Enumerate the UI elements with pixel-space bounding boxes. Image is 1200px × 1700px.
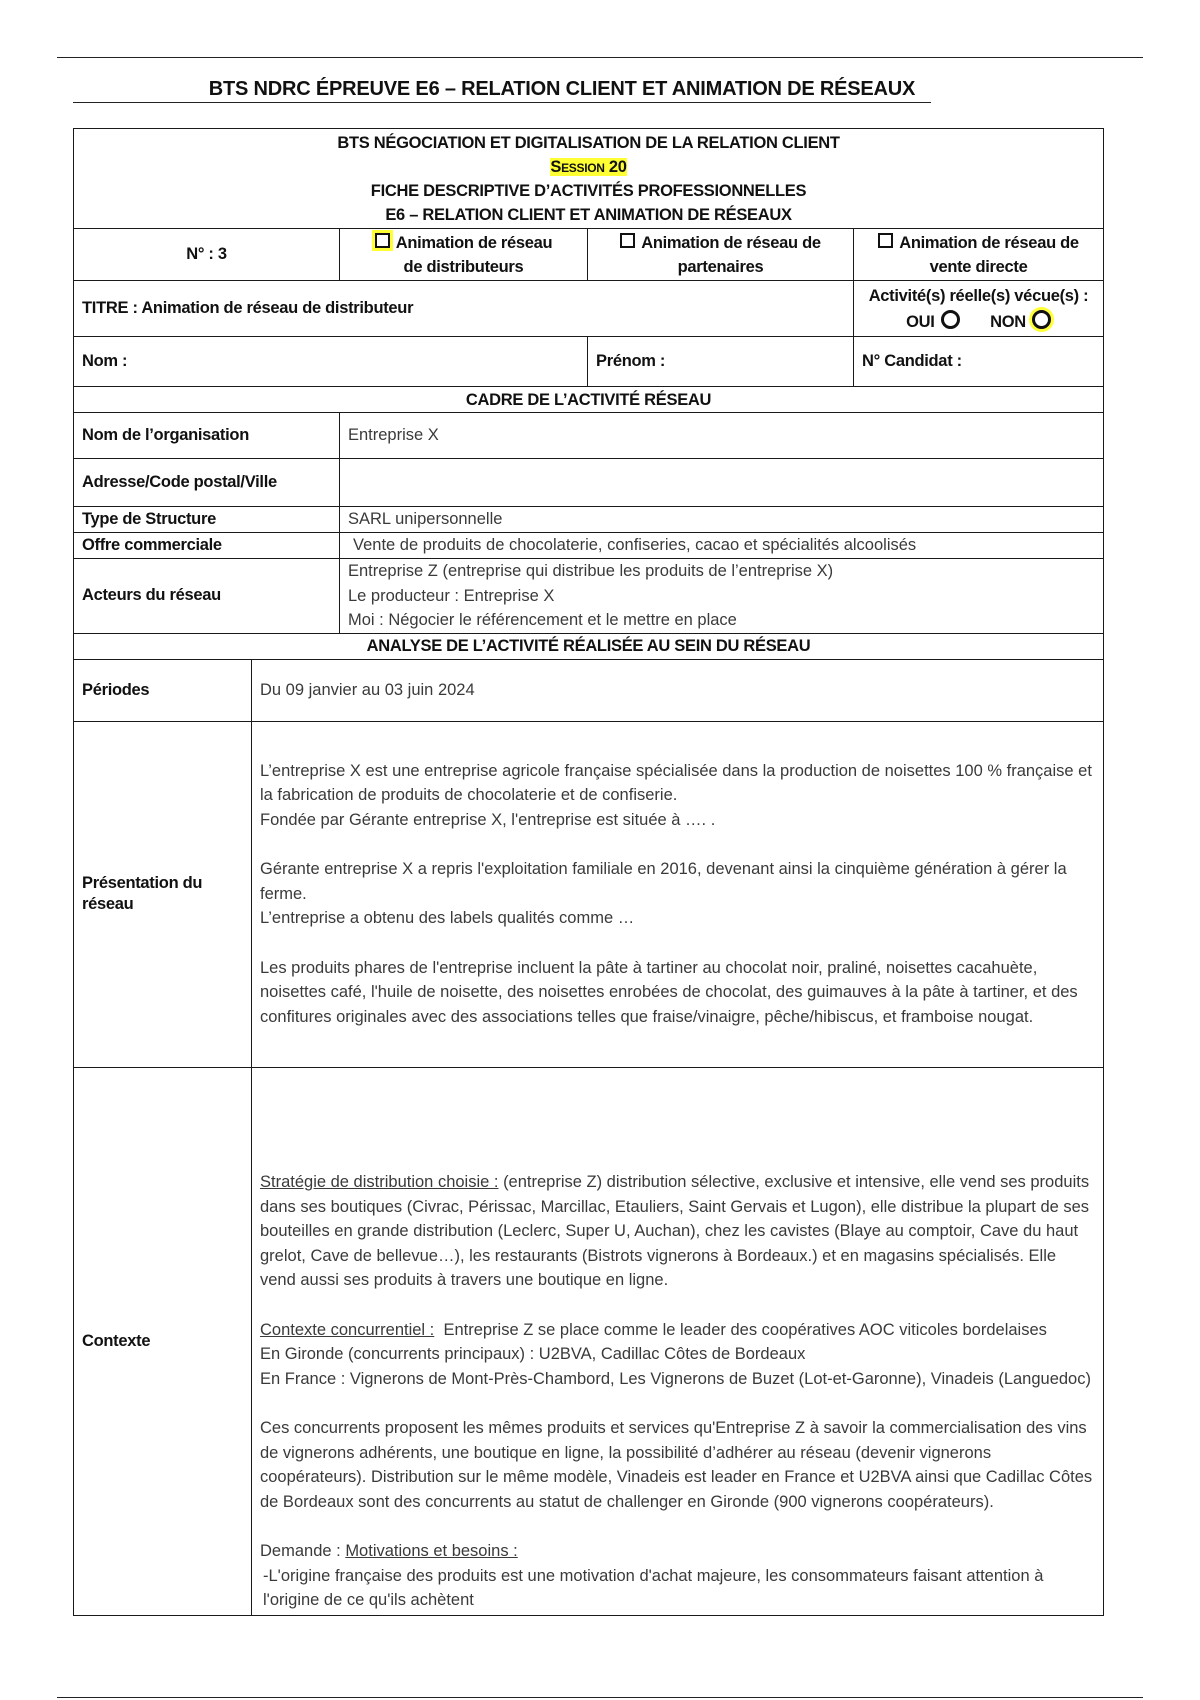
checkbox-icon[interactable] [620,233,635,248]
periodes-value: Du 09 janvier au 03 juin 2024 [252,659,1104,721]
acteur-item: Le producteur : Entreprise X [348,586,555,605]
offre-value: Vente de produits de chocolaterie, confiseries, cacao et spécialités alcoolisés [340,533,1104,559]
non-label: NON [990,312,1026,331]
option-partenaires[interactable]: Animation de réseau de partenaires [588,229,854,281]
activite-cell [854,281,1104,337]
org-label: Nom de l’organisation [74,413,340,459]
presentation-value [252,721,1104,1067]
demande-title: Motivations et besoins : [345,1542,518,1560]
acteur-item: Moi : Négocier le référencement et le mettre en place [348,611,737,629]
fiche-header [74,129,1104,229]
bottom-rule [57,1697,1143,1698]
page-title: BTS NDRC ÉPREUVE E6 – RELATION CLIENT ET ANIMATION DE RÉSEAUX [73,76,931,103]
contexte-value [252,1067,1104,1615]
gironde-line: En Gironde (concurrents principaux) : U2BVA, Cadillac Côtes de Bordeaux [260,1345,806,1363]
analyse-heading: ANALYSE DE L’ACTIVITÉ RÉALISÉE AU SEIN DU RÉSEAU [74,633,1104,659]
presentation-paragraph: L’entreprise a obtenu des labels qualités comme … [260,909,635,928]
session-badge: Session 20 [550,157,627,176]
contexte-label: Contexte [74,1067,252,1615]
adresse-value[interactable] [340,459,1104,507]
presentation-paragraph: Fondée par Gérante entreprise X, l'entreprise est située à …. . [260,810,716,829]
presentation-paragraph: L’entreprise X est une entreprise agricole française spécialisée dans la production de noisettes 100 % française et la fabrication de produits de chocolaterie et de confiserie. [260,761,1092,805]
oui-label: OUI [906,312,935,331]
checkbox-icon[interactable] [375,233,390,248]
org-value: Entreprise X [340,413,1104,459]
titre-cell: TITRE : Animation de réseau de distributeur [74,281,854,337]
presentation-paragraph: Gérante entreprise X a repris l'exploitation familiale en 2016, devenant ainsi la cinquième génération à gérer la ferme. [260,860,1067,903]
periodes-label: Périodes [74,659,252,721]
offre-label: Offre commerciale [74,533,340,559]
acteurs-value [340,559,1104,634]
demande-text: -L'origine française des produits est une motivation d'achat majeure, les consommateurs faisant attention à l'origine de ce qu'ils achètent [263,1566,1044,1609]
type-value: SARL unipersonnelle [340,507,1104,533]
strategie-paragraph: Stratégie de distribution choisie : (entreprise Z) distribution sélective, exclusive et intensive, elle vend ses produits dans ses boutiques (Civrac, Périssac, Marcillac, Etauliers, Saint Gervais et Lugon), elle distribue la plupart de ses bouteilles en grande distribution (Leclerc, Super U, Auchan), chez les cavistes (Blaye au comptoir, Cave du haut grelot, Cave de bellevue…), les restaurants (Bistrots vignerons à Bordeaux.) et en magasins spécialisés. Elle vend aussi ses produits à travers une boutique en ligne. [260,1173,1090,1289]
strategie-title: Stratégie de distribution choisie : [260,1173,499,1191]
top-rule [57,57,1143,58]
type-label: Type de Structure [74,507,340,533]
adresse-label: Adresse/Code postal/Ville [74,459,340,507]
presentation-label: Présentation du réseau [74,721,252,1067]
radio-oui-icon[interactable] [941,310,960,329]
fiche-table [73,128,1103,1614]
header-epreuve-title: E6 – RELATION CLIENT ET ANIMATION DE RÉSEAUX [385,205,792,224]
header-bts-title: BTS NÉGOCIATION ET DIGITALISATION DE LA RELATION CLIENT [337,133,840,152]
prenom-field[interactable]: Prénom : [588,337,854,387]
concurrents-paragraph: Ces concurrents proposent les mêmes produits et services qu'Entreprise Z à savoir la commercialisation des vins de vignerons adhérents, une boutique en ligne, la possibilité d’adhérer au réseau (devenir vignerons coopérateurs). Distribution sur le même modèle, Vinadeis est leader en France et U2BVA ainsi que Cadillac Côtes de Bordeaux sont des concurrents au statut de challenger en Gironde (900 vignerons coopérateurs). [260,1419,1093,1511]
nom-field[interactable]: Nom : [74,337,588,387]
option-vente-directe[interactable]: Animation de réseau de vente directe [854,229,1104,281]
concurrentiel-paragraph: Contexte concurrentiel : Entreprise Z se place comme le leader des coopératives AOC viticoles bordelaises [260,1320,1047,1339]
demande-paragraph: Demande : Motivations et besoins : [260,1542,518,1560]
option-distributeurs[interactable]: Animation de réseau de distributeurs [340,229,588,281]
presentation-paragraph: Les produits phares de l'entreprise incluent la pâte à tartiner au chocolat noir, praliné, noisettes cacahuète, noisettes café, l'huile de noisette, des noisettes enrobées de chocolat, des guimauves à la pâte à tartiner, et des confitures originales avec des associations telles que fraise/vinaigre, pêche/hibiscus, et framboise nougat. [260,958,1078,1026]
cadre-heading: CADRE DE L’ACTIVITÉ RÉSEAU [74,387,1104,413]
concurrentiel-title: Contexte concurrentiel : [260,1320,435,1339]
numero-cell: N° : 3 [74,229,340,281]
activite-label: Activité(s) réelle(s) vécue(s) : [868,286,1089,305]
radio-non-icon[interactable] [1032,310,1051,329]
france-line: En France : Vignerons de Mont-Près-Chambord, Les Vignerons de Buzet (Lot-et-Garonne), Vinadeis (Languedoc) [260,1369,1091,1388]
acteur-item: Entreprise Z (entreprise qui distribue les produits de l’entreprise X) [348,562,834,580]
checkbox-icon[interactable] [878,233,893,248]
candidat-field[interactable]: N° Candidat : [854,337,1104,387]
header-fiche-title: FICHE DESCRIPTIVE D’ACTIVITÉS PROFESSIONNELLES [370,181,807,200]
acteurs-label: Acteurs du réseau [74,559,340,634]
